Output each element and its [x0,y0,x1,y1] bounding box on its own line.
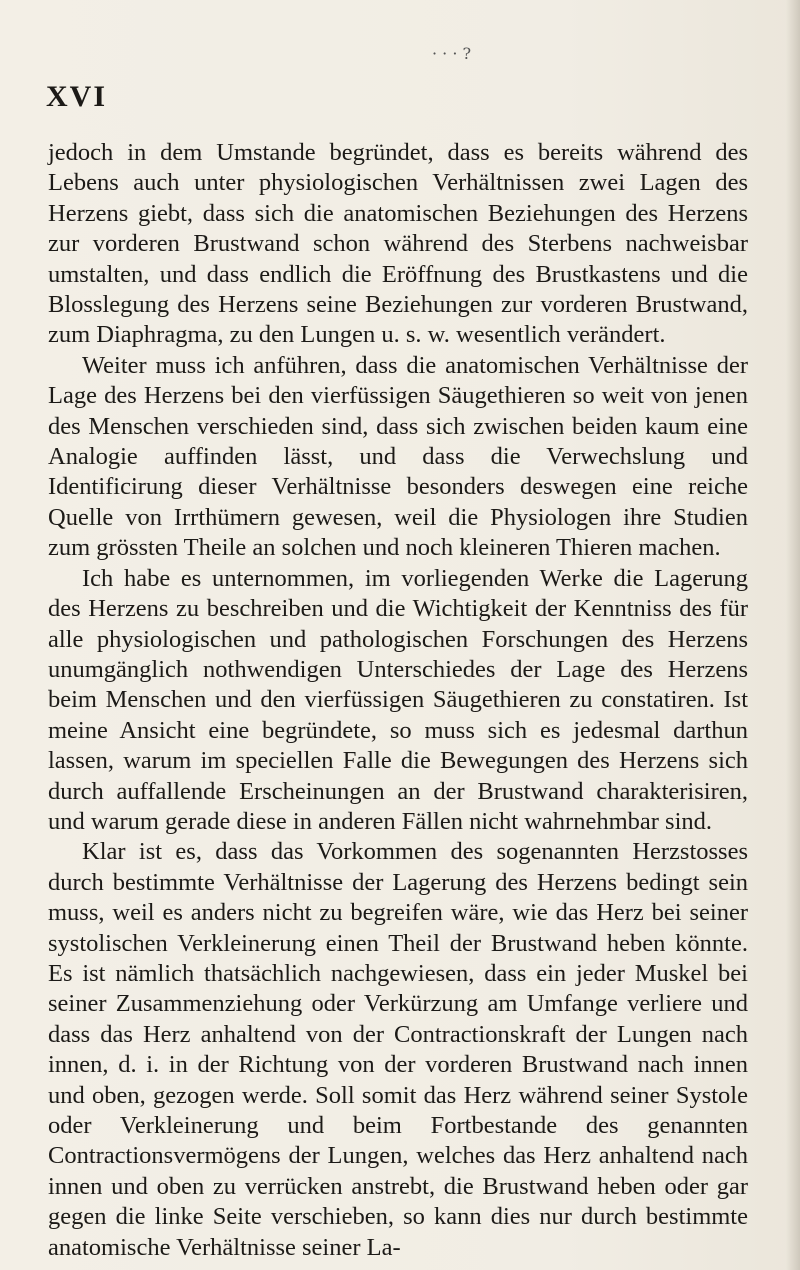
running-head-mark: · · · ? [432,44,472,63]
paragraph-2: Weiter muss ich anführen, dass die anatomischen Verhältnisse der Lage des Herzens bei den vierfüssigen Säugethieren so weit von jenen des Menschen verschieden sind, dass sich zwischen beiden kaum eine Analogie auffinden lässt, und dass die Verwechslung und Identificirung dieser Verhältnisse besonders deswegen eine reiche Quelle von Irrthümern gewesen, weil die Physiologen ihre Studien zum grössten Theile an solchen und noch kleineren Thieren machen. [48,351,748,562]
page-number: XVI [46,80,108,113]
paragraph-3: Ich habe es unternommen, im vorliegenden Werke die Lagerung des Herzens zu beschreiben und die Wichtigkeit der Kenntniss des für alle physiologischen und pathologischen Forschungen des Herzens unumgänglich nothwendigen Unterschiedes der Lage des Herzens beim Menschen und den vierfüssigen Säugethieren zu constatiren. Ist meine Ansicht eine begründete, so muss sich es jedesmal darthun lassen, warum im speciellen Falle die Bewegungen des Herzens sich durch auffallende Erscheinungen an der Brustwand charakterisiren, und warum gerade diese in anderen Fällen nicht wahrnehmbar sind. [48,564,748,835]
paragraph-4: Klar ist es, dass das Vorkommen des sogenannten Herzstosses durch bestimmte Verhältnisse der Lagerung des Herzens bedingt sein muss, weil es anders nicht zu begreifen wäre, wie das Herz bei seiner systolischen Verkleinerung einen Theil der Brustwand heben könnte. Es ist nämlich thatsächlich nachgewiesen, dass ein jeder Muskel bei seiner Zusammenziehung oder Verkürzung am Umfange verliere und dass das Herz anhaltend von der Contractionskraft der Lungen nach innen, d. i. in der Richtung von der vorderen Brustwand nach innen und oben, gezogen werde. Soll somit das Herz während seiner Systole oder Verkleinerung und beim Fortbestande des genannten Contractionsvermögens der Lungen, welches das Herz anhaltend nach innen und oben zu verrücken anstrebt, die Brustwand heben oder gar gegen die linke Seite verschieben, so kann dies nur durch bestimmte anatomische Verhältnisse seiner La- [48,838,748,1261]
paragraph-1: jedoch in dem Umstande begründet, dass es bereits während des Lebens auch unter physiologischen Verhältnissen zwei Lagen des Herzens giebt, dass sich die anatomischen Beziehungen des Herzens zur vorderen Brustwand schon während des Sterbens nachweisbar umstalten, und dass endlich die Eröffnung des Brustkastens und die Blosslegung des Herzens seine Beziehungen zur vorderen Brustwand, zum Diaphragma, zu den Lungen u. s. w. wesentlich verändert. [48,139,748,349]
body-text [48,138,748,1263]
page-edge-shadow [786,0,800,1270]
